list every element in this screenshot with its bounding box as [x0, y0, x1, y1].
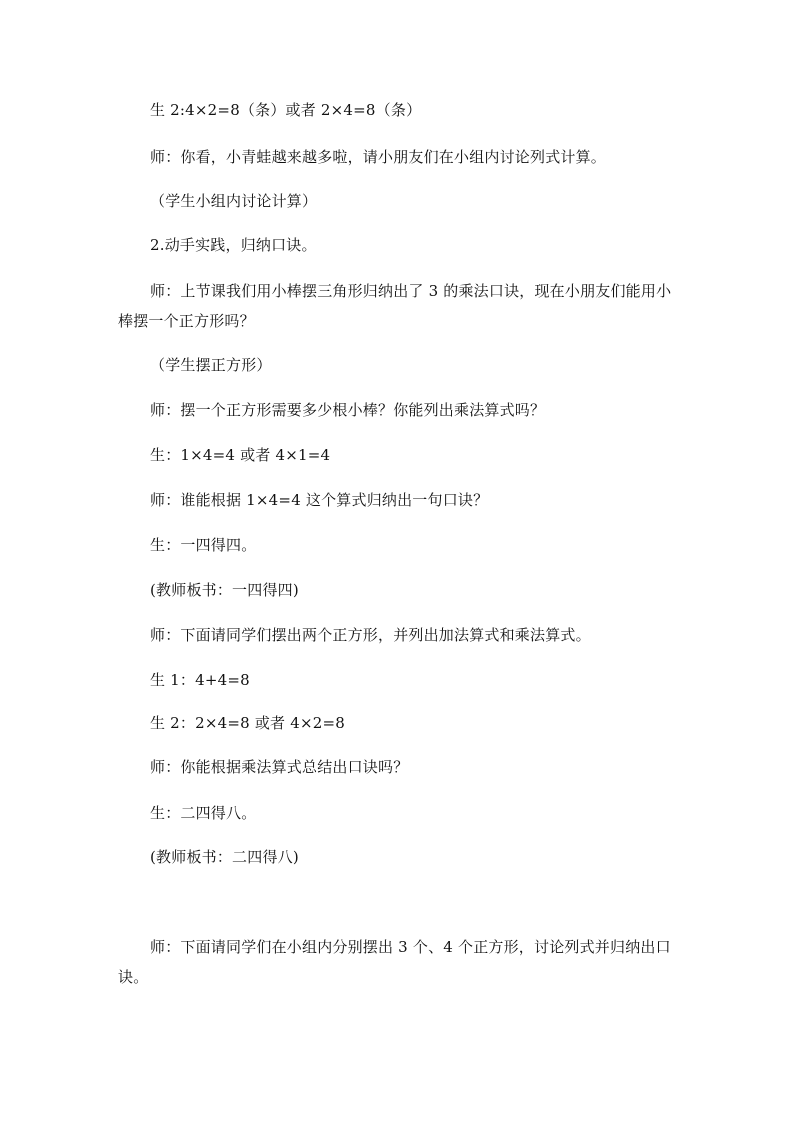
paragraph-15: 师：你能根据乘法算式总结出口诀吗？ [150, 758, 409, 776]
paragraph-13: 生 1：4+4=8 [150, 671, 250, 689]
paragraph-6: （学生摆正方形） [150, 356, 272, 374]
paragraph-18: 师：下面请同学们在小组内分别摆出 3 个、4 个正方形，讨论列式并归纳出口诀。 [118, 938, 671, 986]
paragraph-12: 师：下面请同学们摆出两个正方形，并列出加法算式和乘法算式。 [150, 626, 591, 644]
paragraph-14: 生 2：2×4=8 或者 4×2=8 [150, 714, 345, 732]
paragraph-4: 2.动手实践，归纳口诀。 [150, 236, 317, 254]
paragraph-11: (教师板书：一四得四) [150, 581, 299, 599]
paragraph-17: (教师板书：二四得八) [150, 848, 299, 866]
paragraph-10: 生：一四得四。 [150, 536, 257, 554]
paragraph-2: 师：你看，小青蛙越来越多啦，请小朋友们在小组内讨论列式计算。 [150, 148, 607, 166]
paragraph-8: 生：1×4=4 或者 4×1=4 [150, 446, 331, 464]
paragraph-16: 生：二四得八。 [150, 804, 257, 822]
paragraph-1: 生 2:4×2=8（条）或者 2×4=8（条） [150, 101, 422, 119]
paragraph-9: 师：谁能根据 1×4=4 这个算式归纳出一句口诀？ [150, 491, 489, 509]
paragraph-7: 师：摆一个正方形需要多少根小棒？你能列出乘法算式吗？ [150, 401, 546, 419]
paragraph-3: （学生小组内讨论计算） [150, 192, 318, 210]
paragraph-5: 师：上节课我们用小棒摆三角形归纳出了 3 的乘法口诀，现在小朋友们能用小棒摆一个正方形吗？ [118, 282, 672, 330]
